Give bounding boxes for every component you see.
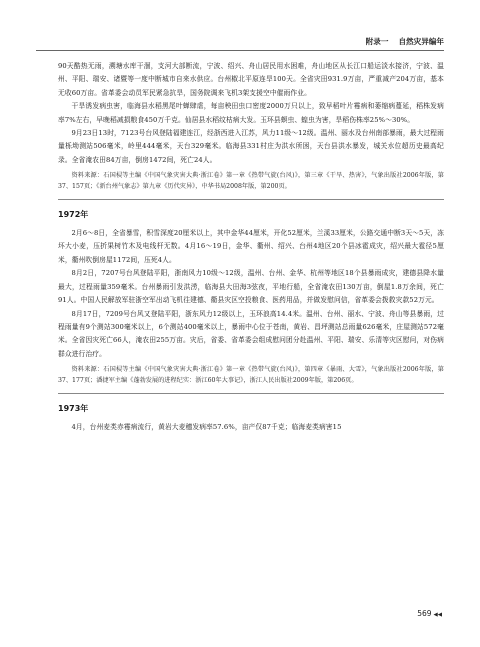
paragraph: 8月2日，7207号台风登陆平阳，浙南风力10级～12级，温州、台州、金华、杭州等地区18个县暴雨成灾，建德县降水量最大，过程雨量359毫米。台州暴雨引发洪涝，临海县大田海3弦夜，平地行船，全省淹农田130万亩，倒屋1.8万余间，死亡91人。中国人民解放军驻浙空军出动飞机往建德、衢县灾区空投粮食、医药用品，并做发慰问信，省革委会拨救灾款52万元。 bbox=[58, 269, 444, 305]
section-divider bbox=[58, 199, 444, 200]
paragraph: 8月17日，7209号台风又登陆平阳，浙东风力12级以上，玉环浪高14.4米。温州、台州、丽水、宁波、舟山等县暴雨，过程雨量有9个测站300毫米以上，6个测站400毫米以上，暴雨中心位于苍南，黄岩、昌坪测站总雨量626毫米，庄屋测站572毫米。全省因灾死亡66人，淹农田255万亩。灾后，省委、省革委会组成慰问团分赴温州、平阳、瑞安、乐清等灾区慰问，对伤病群众进行治疗。 bbox=[58, 309, 444, 358]
running-header bbox=[36, 36, 444, 47]
paragraph: 干旱诱发病虫害，临海县水稻黑尾叶蝉肆虐，每亩秧田虫口密度2000万只以上，致早稻叶片霉病和萎缩病蔓延，稻株发病率7%左右，早晚稻减损粮食450万千克。仙居县水稻纹枯病大发。玉环县螟虫、蝗虫为害，旱稻伤株率25%～30%。 bbox=[58, 102, 444, 124]
paragraph: 4月，台州麦类赤霉病流行，黄岩大麦穗发病率57.6%，亩产仅87千克；临海麦类病害15 bbox=[71, 422, 342, 431]
header-title: 自然灾异编年 bbox=[398, 37, 444, 46]
page-number-mark: ◀◀ bbox=[433, 612, 442, 618]
page-number-value: 569 bbox=[417, 609, 432, 618]
year-heading: 1973年 bbox=[58, 403, 89, 413]
year-heading: 1972年 bbox=[58, 209, 89, 219]
paragraph: 90天酷热无雨，溯塘水库干涸，支河大部断流，宁波、绍兴、舟山居民用水困难，舟山地区从长江口船运淡水接济，宁波、温州、平阳、瑞安、诸暨等一度中断城市自来水供应。台州椒北平原连旱100天。全省灾田931.9万亩，严重减产204万亩，基本无收60万亩。省革委会动员军民紧急抗旱，国务院调来飞机3架支援空中催雨作业。 bbox=[58, 62, 444, 97]
header-section: 附录一 bbox=[365, 37, 389, 46]
section-divider bbox=[58, 393, 444, 394]
body-text bbox=[58, 60, 444, 434]
source-citation: 资料来源：石国棂等主编《中国气象灾害大典·浙江卷》第一章《热带气旋(台风)》，第三章《干旱、热害》，气象出版社2006年版，第37、157页；《新台州气象志》第九章《历代灾异》，中华书局2008年版，第200页。 bbox=[58, 172, 444, 191]
page-number bbox=[417, 609, 442, 618]
header-rule bbox=[36, 50, 444, 51]
source-citation: 资料来源：石国棂等主编《中国气象灾害大典·浙江卷》第一章《热带气旋(台风)》，第四章《暴雨、大雪》，气象出版社2006年版，第37、177页；潘捷军主编《蓬勃发展的进程纪实：浙江60年大事记》，浙江人民出版社2009年版，第206页。 bbox=[58, 366, 444, 385]
paragraph: 2月6～8日，全省暴雪，积雪深度20厘米以上，其中金华44厘米，开化52厘米，兰溪33厘米，公路交通中断3天～5天，冻坏大小麦，压折果树竹木及电线杆无数。4月16～19日，金华、衢州、绍兴、台州4地区20个县冰雹成灾，绍兴最大雹径5厘米，衢州吹倒房屋1172间，压死4人。 bbox=[58, 229, 444, 264]
paragraph: 9月23日13时，7123号台风登陆福建连江，经浙西进入江苏，风力11级～12级。温州、丽水及台州南部暴雨，最大过程雨量栎坳测站506毫米，岭里444毫米，天台329毫米。临海县331村庄为洪水所困，天台县洪水暴发，城关水位超历史最高纪录。全省淹农田84万亩，倒房1472间，死亡24人。 bbox=[58, 129, 444, 164]
